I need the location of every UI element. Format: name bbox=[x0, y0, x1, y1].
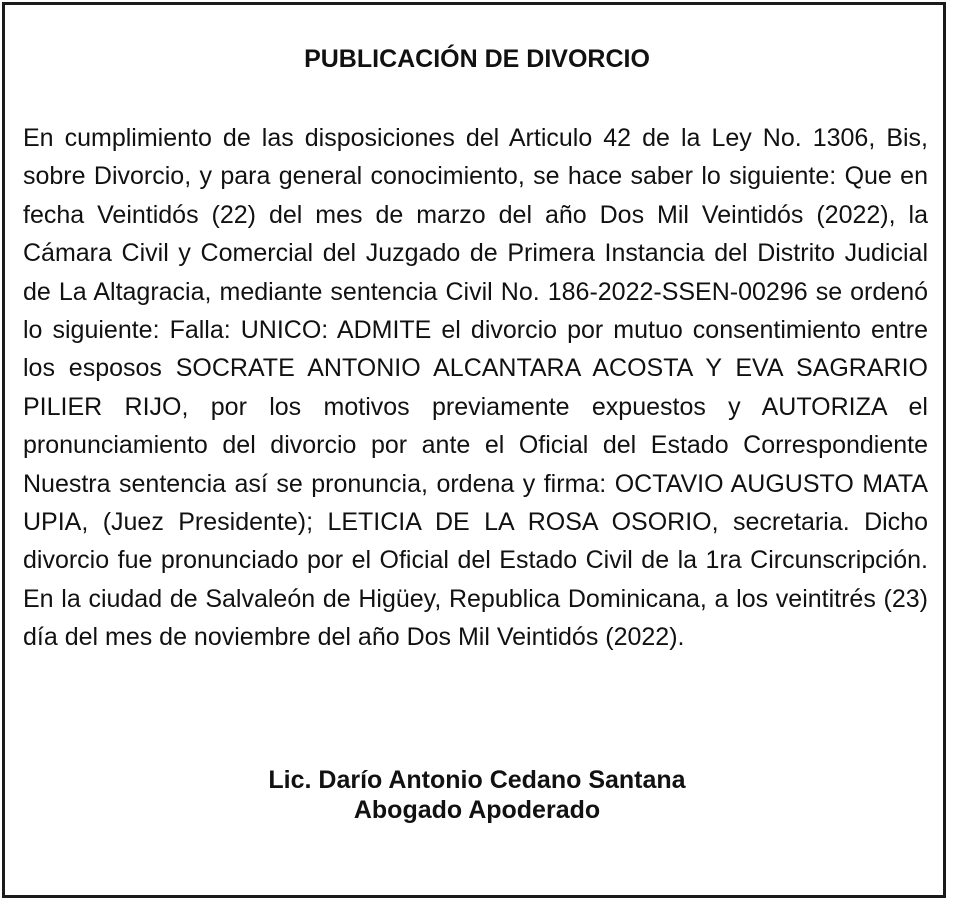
notice-title: PUBLICACIÓN DE DIVORCIO bbox=[304, 45, 650, 73]
notice-body: En cumplimiento de las disposiciones del Articulo 42 de la Ley No. 1306, Bis, sobre Divorcio, y para general conocimiento, se hace saber lo siguiente: Que en fecha Veintidós (22) del mes de marzo del año Dos Mil Veintidós (2022), la Cámara Civil y Comercial del Juzgado de Primera Instancia del Distrito Judicial de La Altagracia, mediante sentencia Civil No. 186-2022-SSEN-00296 se ordenó lo siguiente: Falla: UNICO: ADMITE el divorcio por mutuo consentimiento entre los esposos SOCRATE ANTONIO ALCANTARA ACOSTA Y EVA SAGRARIO PILIER RIJO, por los motivos previamente expuestos y AUTORIZA el pronunciamiento del divorcio por ante el Oficial del Estado Correspondiente Nuestra sentencia así se pronuncia, ordena y firma: OCTAVIO AUGUSTO MATA UPIA, (Juez Presidente); LETICIA DE LA ROSA OSORIO, secretaria. Dicho divorcio fue pronunciado por el Oficial del Estado Civil de la 1ra Circunscripción. En la ciudad de Salvaleón de Higüey, Republica Dominicana, a los veintitrés (23) día del mes de noviembre del año Dos Mil Veintidós (2022). bbox=[23, 124, 928, 652]
signer-name: Lic. Darío Antonio Cedano Santana bbox=[268, 766, 686, 794]
signer-role: Abogado Apoderado bbox=[353, 796, 601, 824]
notice-frame bbox=[2, 2, 946, 898]
signature-block bbox=[5, 765, 949, 825]
